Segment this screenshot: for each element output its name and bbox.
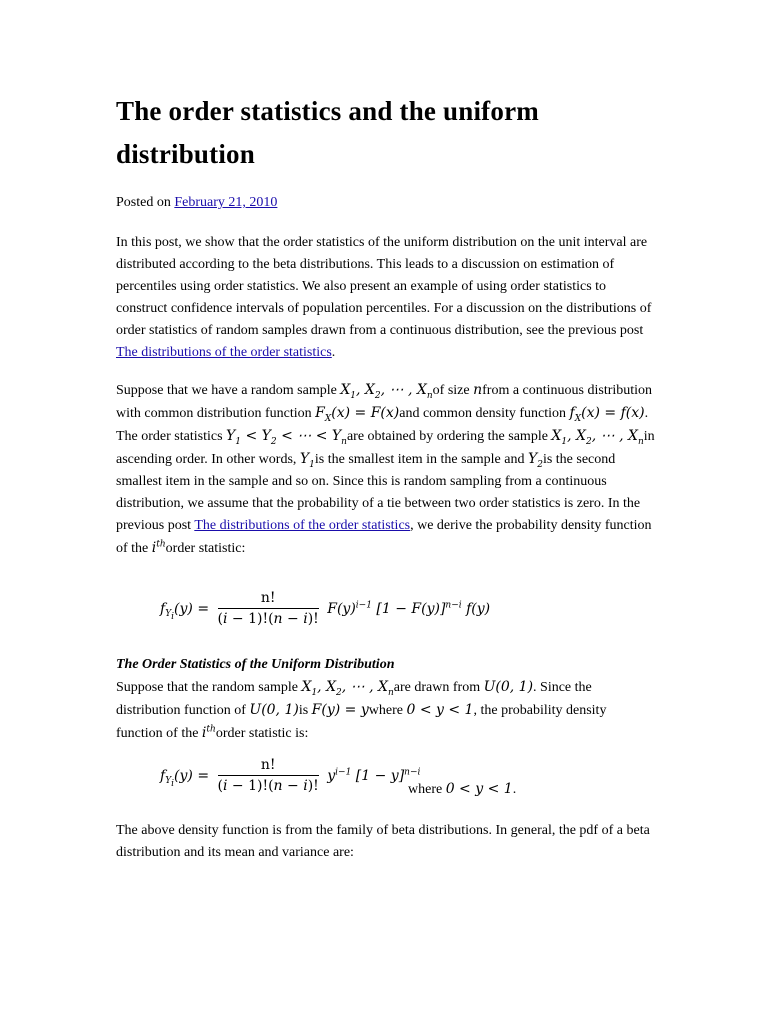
math-pdf: $f_X(x) = f(x)$ [569,405,645,424]
math-ith-2: $i^{th}$ [201,724,216,741]
math-cdf: $F_X(x) = F(x)$ [315,405,400,424]
math-y1: $Y_1$ [299,451,315,470]
intro-paragraph [116,232,656,364]
intro-text: In this post, we show that the order statistics of the uniform distribution on the unit interval are distributed according to the beta distributions. This leads to a discussion on estimation of percentiles using order statistics. We also present an example of using order statistics to construct confidence intervals of population percentiles. For a discussion on the distributions of order statistics of random samples drawn from a continuous distribution, see the previous post [116,235,652,338]
where-text: where [408,782,443,797]
page-title: The order statistics and the uniform distribution [116,96,539,169]
posted-prefix: Posted on [116,195,171,210]
math-ith: $i^{th}$ [151,539,166,556]
section-heading: The Order Statistics of the Uniform Distribution [116,657,395,672]
text: are obtained by ordering the sample [346,429,552,444]
text: . Since the distribution function of [116,680,592,718]
math-range-2: 0 < y < 1 [445,781,513,797]
equation-uniform-order-stat-pdf: $f_{Y_i}(y)$ = $\frac{n!}{(i - 1)!(n - i)!}$ $y^{i-1}$ $[1 - y]^{n-i}$ [160,757,421,794]
math-range: 0 < y < 1 [406,702,474,718]
text: is the smallest item in the sample and [314,452,528,467]
math-sample-3: $X_1$, $X_2$, ⋯ , $X_n$ [301,679,394,698]
math-n: n [473,382,483,398]
text: in ascending order. In other words, [116,429,655,467]
math-uniform-2: U(0, 1) [249,702,299,718]
previous-post-link-2[interactable]: The distributions of the order statistics [194,518,411,533]
equation-order-stat-pdf: $f_{Y_i}(y)$ = $\frac{n!}{(i - 1)!(n - i)!}$ $F(y)^{i-1}$ $[1 - F(y)]^{n-i}$ f(y) [160,590,491,627]
beta-paragraph: The above density function is from the family of beta distributions. In general, the pdf of a beta distribution and its mean and variance are: [116,823,650,860]
text: Suppose that the random sample [116,680,302,695]
post-date-link[interactable]: February 21, 2010 [174,195,278,210]
text: is the second smallest item in the sample and so on. Since this is random sampling from a continuous distribution, we assume that the probability of a tie between two order statistics is zero. In the previous post [116,452,641,533]
setup-paragraph [116,379,656,560]
text: order statistic is: [215,726,309,741]
previous-post-link[interactable]: The distributions of the order statistics [116,345,332,360]
text: Suppose that we have a random sample [116,383,341,398]
math-sample: $X_1$, $X_2$, ⋯ , $X_n$ [340,382,433,401]
math-order-stats: $Y_1 < Y_2$ < ⋯ < $Y_n$ [226,428,347,447]
text: are drawn from [393,680,484,695]
text: , the probability density function of the [116,703,607,741]
math-fy: F(y) = y [311,702,369,718]
text: from a continuous distribution with common distribution function [116,383,653,421]
math-y2: $Y_2$ [527,451,543,470]
text: is [298,703,312,718]
text: , we derive the probability density function of the [116,518,652,556]
equation-where: where 0 < y < 1. [408,781,517,797]
uniform-paragraph [116,676,656,745]
text: of size [432,383,474,398]
text: order statistic: [165,541,246,556]
text: where [368,703,407,718]
math-sample-2: $X_1$, $X_2$, ⋯ , $X_n$ [551,428,644,447]
math-uniform: U(0, 1) [483,679,534,695]
posted-on [116,193,277,213]
text: and common density function [399,406,570,421]
text: . The order statistics [116,406,649,444]
intro-end: . [331,345,336,360]
